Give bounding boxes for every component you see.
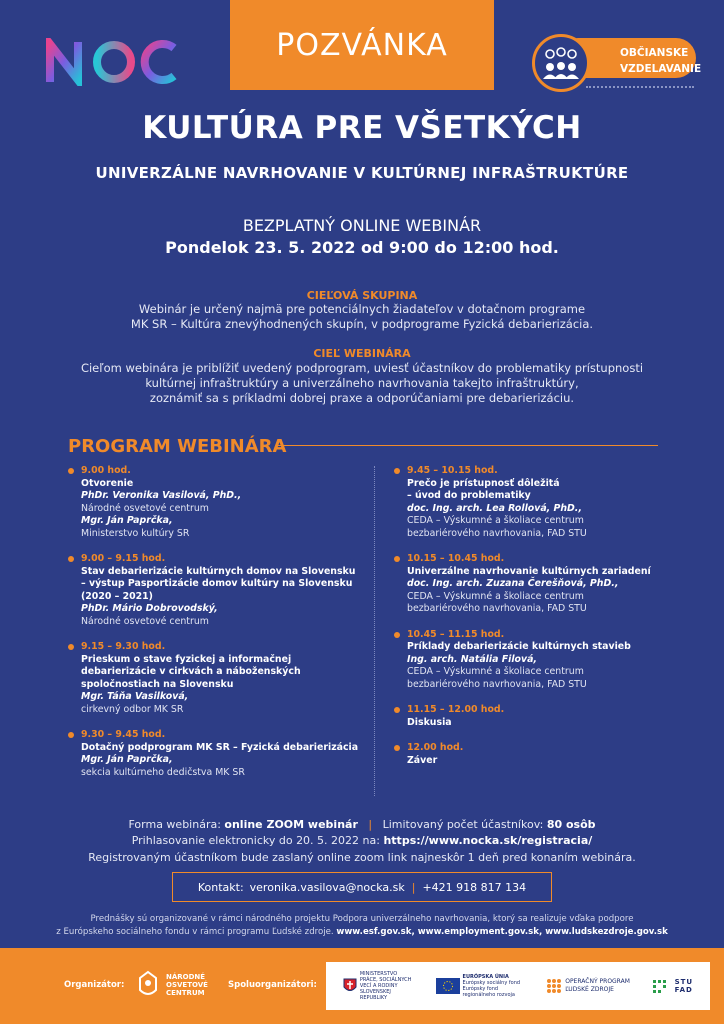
invitation-banner <box>230 0 494 90</box>
eu-fund2: Európsky fond regionálneho rozvoja <box>462 986 515 998</box>
item-org: sekcia kultúrneho dedičstva MK SR <box>81 766 245 778</box>
form-label: Forma webinára: <box>128 818 221 831</box>
item-title: Univerzálne navrhovanie kultúrnych zariadení <box>407 565 651 577</box>
people-icon <box>532 34 590 92</box>
column-divider <box>374 466 375 796</box>
bullet-icon <box>68 556 74 562</box>
item-time: 12.00 hod. <box>407 742 464 753</box>
eu-text <box>463 974 525 998</box>
noc-name-line: CENTRUM <box>166 989 205 997</box>
slovak-emblem-icon <box>343 978 357 994</box>
badge-line1: OBČIANSKE <box>620 47 689 59</box>
audience-line: MK SR – Kultúra znevýhodnených skupín, v podprograme Fyzická debarierizácia. <box>130 317 594 331</box>
op-line1: OPERAČNÝ PROGRAM <box>565 978 630 985</box>
separator: | <box>411 880 416 894</box>
program-item <box>68 553 368 628</box>
item-speaker: Mgr. Ján Paprčka, <box>81 754 173 765</box>
item-title: Otvorenie <box>81 477 134 489</box>
item-time: 11.15 – 12.00 hod. <box>407 704 505 715</box>
badge-text <box>620 45 701 77</box>
registration-line <box>0 834 724 847</box>
program-title: PROGRAM WEBINÁRA <box>68 436 287 457</box>
goal-line: zoznámiť sa s príkladmi dobrej praxe a odporúčaniami pre debarierizáciu. <box>149 391 575 405</box>
item-title: Dotačný podprogram MK SR – Fyzická debarierizácia <box>81 741 359 753</box>
noc-logo <box>46 38 180 86</box>
civic-education-badge <box>532 34 702 82</box>
form-value: online ZOOM webinár <box>224 818 358 831</box>
op-line2: ĽUDSKÉ ZDROJE <box>565 986 614 993</box>
zoom-note: Registrovaným účastníkom bude zaslaný online zoom link najneskôr 1 deň pred konaním webinára. <box>88 851 636 864</box>
program-item <box>394 704 694 729</box>
partner-logos <box>326 962 710 1010</box>
program-item <box>394 742 694 767</box>
bullet-icon <box>394 556 400 562</box>
limit-value: 80 osôb <box>546 818 596 831</box>
program-item <box>394 629 694 692</box>
item-time: 9.15 – 9.30 hod. <box>81 641 166 652</box>
item-title: Stav debarierizácie kultúrnych domov na Slovensku – výstup Pasportizácie domov kultúry na Slovensku (2020 – 2021) <box>81 565 356 602</box>
stu-fad-logo <box>652 978 694 994</box>
sponsor-bar <box>0 948 724 1024</box>
noc-center-name <box>166 973 208 997</box>
note-text: z Európskeho sociálneho fondu v rámci programu Ľudské zdroje. <box>56 927 334 937</box>
op-dots-icon <box>546 978 562 994</box>
program-left-column <box>68 465 368 792</box>
item-org: CEDA – Výskumné a školiace centrum bezbariérového navrhovania, FAD STU <box>407 590 587 614</box>
audience-heading: CIEĽOVÁ SKUPINA <box>306 289 418 302</box>
noc-center-logo <box>136 968 216 1002</box>
program-item <box>68 465 368 540</box>
stu-text <box>675 978 694 994</box>
item-speaker: Ing. arch. Natália Filová, <box>407 653 537 665</box>
audience-line: Webinár je určený najmä pre potenciálnych žiadateľov v dotačnom programe <box>138 302 586 316</box>
registration-link[interactable]: https://www.nocka.sk/registracia/ <box>383 834 593 847</box>
item-time: 10.45 – 11.15 hod. <box>407 628 505 640</box>
item-title: Prieskum o stave fyzickej a informačnej debarierizácie v cirkvách a náboženských spoločnostiach na Slovensku <box>81 653 301 690</box>
item-org: CEDA – Výskumné a školiace centrum bezbariérového navrhovania, FAD STU <box>407 666 587 690</box>
noc-name-line: OSVETOVÉ <box>166 981 208 989</box>
webinar-type: BEZPLATNÝ ONLINE WEBINÁR <box>242 216 482 235</box>
contact-label: Kontakt: <box>197 880 244 894</box>
separator: | <box>368 818 373 831</box>
registration-text: Prihlasovanie elektronicky do 20. 5. 2022 na: <box>131 834 380 847</box>
note-links[interactable]: www.esf.gov.sk, www.employment.gov.sk, www.ludskezdroje.gov.sk <box>336 927 668 937</box>
item-org: Národné osvetové centrum <box>81 615 209 627</box>
item-speaker: doc. Ing. arch. Zuzana Čerešňová, PhD., <box>407 578 619 589</box>
bullet-icon <box>68 644 74 650</box>
goal-line: Cieľom webinára je priblížiť uvedený podprogram, uviesť účastníkov do problematiky prístupnosti <box>80 361 644 375</box>
eu-fund1: Európsky sociálny fond <box>462 980 521 986</box>
bullet-icon <box>394 745 400 751</box>
item-org: Ministerstvo kultúry SR <box>81 527 190 539</box>
organizer-label: Organizátor: <box>64 980 125 990</box>
item-title: Príklady debarierizácie kultúrnych stavieb <box>407 641 631 652</box>
item-time: 9.00 hod. <box>81 465 131 476</box>
webinar-form-line <box>0 818 724 831</box>
fad-name: FAD <box>674 986 693 994</box>
item-speaker: doc. Ing. arch. Lea Rollová, PhD., <box>407 502 582 514</box>
audience-text <box>0 302 724 332</box>
item-time: 9.00 – 9.15 hod. <box>81 553 166 564</box>
coorganizers-label: Spoluorganizátori: <box>228 980 317 990</box>
contact-box <box>172 872 552 902</box>
item-speaker: Mgr. Ján Paprčka, <box>81 515 173 526</box>
item-title: Diskusia <box>407 716 452 728</box>
bullet-icon <box>68 732 74 738</box>
item-title: Prečo je prístupnosť dôležitá – úvod do problematiky <box>407 477 560 501</box>
goal-heading: CIEĽ WEBINÁRA <box>313 347 411 360</box>
contact-email[interactable]: veronika.vasilova@nocka.sk <box>249 880 405 894</box>
page-subtitle: UNIVERZÁLNE NAVRHOVANIE V KULTÚRNEJ INFRAŠTRUKTÚRE <box>95 164 629 182</box>
goal-text <box>0 361 724 406</box>
item-time: 9.45 – 10.15 hod. <box>407 465 498 476</box>
eu-name: EURÓPSKA ÚNIA <box>462 974 509 980</box>
program-item <box>68 729 368 779</box>
eu-logo <box>436 974 525 998</box>
bullet-icon <box>394 707 400 713</box>
page-title: KULTÚRA PRE VŠETKÝCH <box>142 110 582 146</box>
contact-phone[interactable]: +421 918 817 134 <box>422 880 527 894</box>
ministry-logo <box>343 971 414 1001</box>
item-org: Národné osvetové centrum <box>81 502 209 514</box>
program-divider <box>278 445 658 446</box>
noc-name-line: NÁRODNÉ <box>166 973 206 981</box>
badge-line2: VZDELAVANIE <box>620 63 702 75</box>
op-text <box>565 978 630 994</box>
note-line <box>0 926 724 939</box>
note-line: Prednášky sú organizované v rámci národného projektu Podpora univerzálneho navrhovania, ktorý sa realizuje vďaka podpore <box>90 914 634 924</box>
badge-divider <box>586 86 694 88</box>
bullet-icon <box>394 468 400 474</box>
goal-line: kultúrnej infraštruktúry a univerzálneho navrhovania takejto infraštruktúry, <box>145 376 579 390</box>
item-title: Záver <box>407 754 438 766</box>
item-speaker: PhDr. Veronika Vasilová, PhD., <box>81 490 242 501</box>
program-item <box>394 465 694 540</box>
item-org: CEDA – Výskumné a školiace centrum bezbariérového navrhovania, FAD STU <box>407 515 587 539</box>
stu-dots-icon <box>652 978 672 994</box>
noc-emblem-icon <box>136 970 160 1000</box>
bullet-icon <box>68 468 74 474</box>
bullet-icon <box>394 632 400 638</box>
stu-name: STU <box>674 978 694 986</box>
item-time: 9.30 – 9.45 hod. <box>81 729 166 740</box>
project-note <box>0 913 724 939</box>
item-time: 10.15 – 10.45 hod. <box>407 553 505 564</box>
item-speaker: PhDr. Mário Dobrovodský, <box>81 603 218 614</box>
banner-label: POZVÁNKA <box>276 27 448 63</box>
op-lz-logo <box>546 978 630 994</box>
webinar-date: Pondelok 23. 5. 2022 od 9:00 do 12:00 hod. <box>165 238 559 257</box>
eu-flag-icon <box>436 978 460 994</box>
item-speaker: Mgr. Táňa Vasilková, <box>81 691 189 702</box>
program-item <box>68 641 368 716</box>
program-item <box>394 553 694 616</box>
ministry-name: MINISTERSTVO PRÁCE, SOCIÁLNYCH VECÍ A RODINY SLOVENSKEJ REPUBLIKY <box>359 971 412 1001</box>
item-org: cirkevný odbor MK SR <box>81 703 184 715</box>
program-right-column <box>394 465 694 780</box>
limit-label: Limitovaný počet účastníkov: <box>382 818 544 831</box>
